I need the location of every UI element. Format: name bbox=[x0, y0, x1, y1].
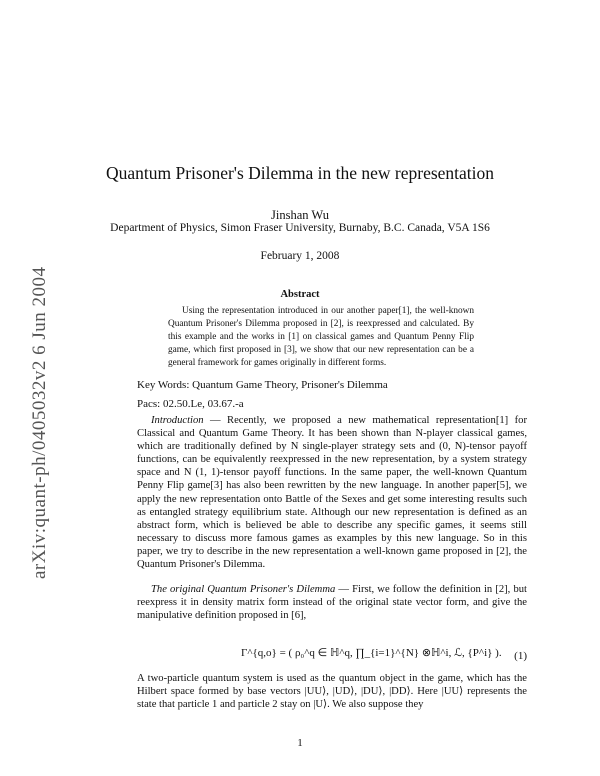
equation-body: Γ^{q,o} = ( ρ₀^q ∈ ℍ^q, ∏_{i=1}^{N} ⊗ℍ^i, ℒ, {P^i} ). bbox=[241, 647, 502, 659]
pacs-codes: Pacs: 02.50.Le, 03.67.-a bbox=[137, 398, 244, 410]
page-number: 1 bbox=[297, 737, 303, 749]
original-game-text: — First, we follow the definition in [2], but reexpress it in density matrix form instead of the original state vector form, and give the manipulative definition proposed in [6], bbox=[137, 584, 527, 622]
original-game-label: The original Quantum Prisoner's Dilemma bbox=[151, 584, 336, 595]
introduction-text: — Recently, we proposed a new mathematical representation[1] for Classical and Quantum Game Theory. It has been shown than N-player classical games, which are traditionally defined by N single-player strategy sets and (0, N)-tensor payoff functions, can be equivalently reexpressed in the new representation, by a system strategy space and N (1, 1)-tensor payoff functions. In the same paper, the well-known Quantum Penny Flip game[3] has also been rewritten by the new language. In another paper[5], we apply the new representation onto Battle of the Sexes and get some interesting results such as entangled strategy equilibrium state. Although our new representation is defined as an abstract form, which is believed be able to describe any specific games, it seems still necessary to discuss more famous games as examples by this new language. So in this paper, we try to describe in the new representation a well-known game proposed in [2], the Quantum Prisoner's Dilemma. bbox=[137, 415, 527, 571]
quantum-system-paragraph: A two-particle quantum system is used as the quantum object in the game, which has the Hilbert space formed by base vectors |UU⟩, |UD⟩, |DU⟩, |DD⟩. Here |UU⟩ represents the state that particle 1 and particle 2 stay on |U⟩. We also suppose they bbox=[137, 673, 527, 711]
equation-1 bbox=[137, 640, 527, 670]
abstract-text: Using the representation introduced in our another paper[1], the well-known Quantum Prisoner's Dilemma proposed in [2], is reexpressed and calculated. By this example and the works in [1] on classical games and Quantum Penny Flip game, which first proposed in [3], we show that our new representation can be a general framework for games originally in different forms. bbox=[168, 306, 474, 368]
author-affiliation: Department of Physics, Simon Fraser University, Burnaby, B.C. Canada, V5A 1S6 bbox=[110, 222, 490, 234]
author-name: Jinshan Wu bbox=[271, 208, 329, 222]
abstract-heading: Abstract bbox=[280, 289, 320, 300]
paper-title: Quantum Prisoner's Dilemma in the new representation bbox=[105, 163, 495, 183]
arxiv-identifier: arXiv:quant-ph/0405032v2 6 Jun 2004 bbox=[29, 266, 50, 579]
introduction-label: Introduction bbox=[151, 415, 204, 426]
introduction-paragraph bbox=[137, 414, 527, 571]
keywords: Key Words: Quantum Game Theory, Prisoner's Dilemma bbox=[137, 379, 388, 391]
original-game-paragraph bbox=[137, 583, 527, 622]
paper-date: February 1, 2008 bbox=[260, 250, 340, 262]
equation-number: (1) bbox=[514, 650, 527, 662]
